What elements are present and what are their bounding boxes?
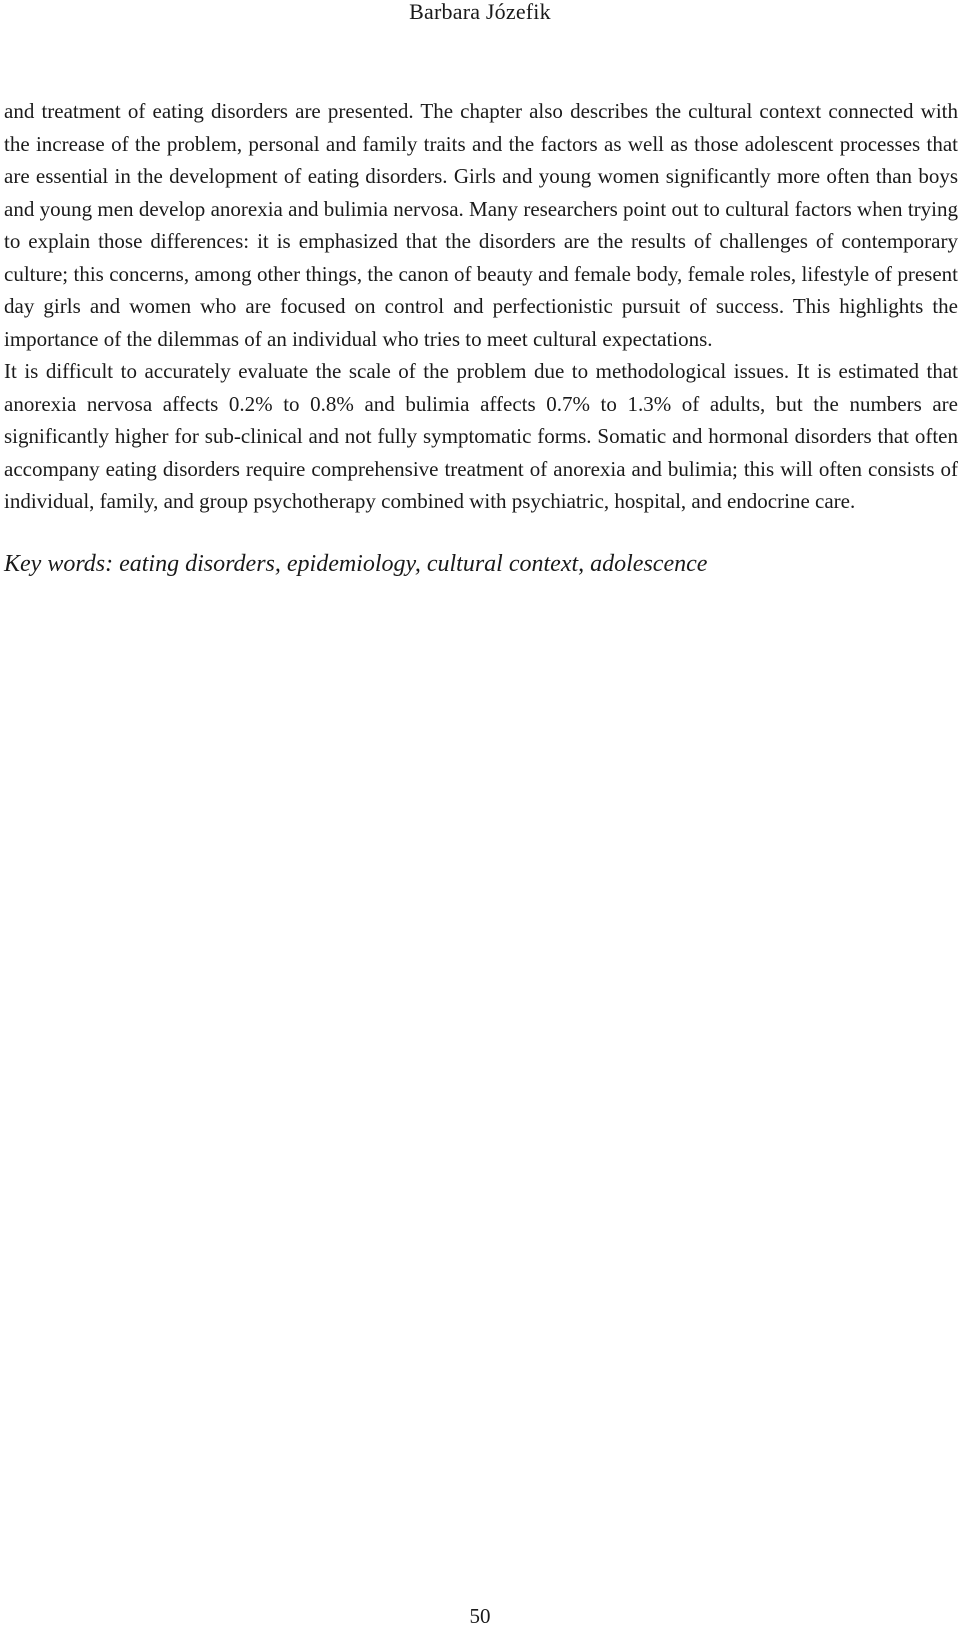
- key-words: Key words: eating disorders, epidemiology, cultural context, adolescence: [4, 550, 708, 577]
- page-number: 50: [469, 1604, 491, 1628]
- abstract-paragraph-2: It is difficult to accurately evaluate the scale of the problem due to methodological issues. It is estimated that anorexia nervosa affects 0.2% to 0.8% and bulimia affects 0.7% to 1.3% of adults, but the numbers are significantly higher for sub-clinical and not fully symptomatic forms. Somatic and hormonal disorders that often accompany eating disorders require comprehensive treatment of anorexia and bulimia; this will often consists of individual, family, and group psychotherapy combined with psychiatric, hospital, and endocrine care.: [4, 359, 958, 513]
- running-head-author: Barbara Józefik: [409, 0, 551, 24]
- abstract-paragraph-1: and treatment of eating disorders are presented. The chapter also describes the cultural context connected with the increase of the problem, personal and family traits and the factors as well as those adolescent processes that are essential in the development of eating disorders. Girls and young women significantly more often than boys and young men develop anorexia and bulimia nervosa. Many researchers point out to cultural factors when trying to explain those differences: it is emphasized that the disorders are the results of challenges of contemporary culture; this concerns, among other things, the canon of beauty and female body, female roles, lifestyle of present day girls and women who are focused on control and perfectionistic pursuit of success. This highlights the importance of the dilemmas of an individual who tries to meet cultural expectations.: [4, 99, 958, 351]
- main-text: [4, 95, 958, 580]
